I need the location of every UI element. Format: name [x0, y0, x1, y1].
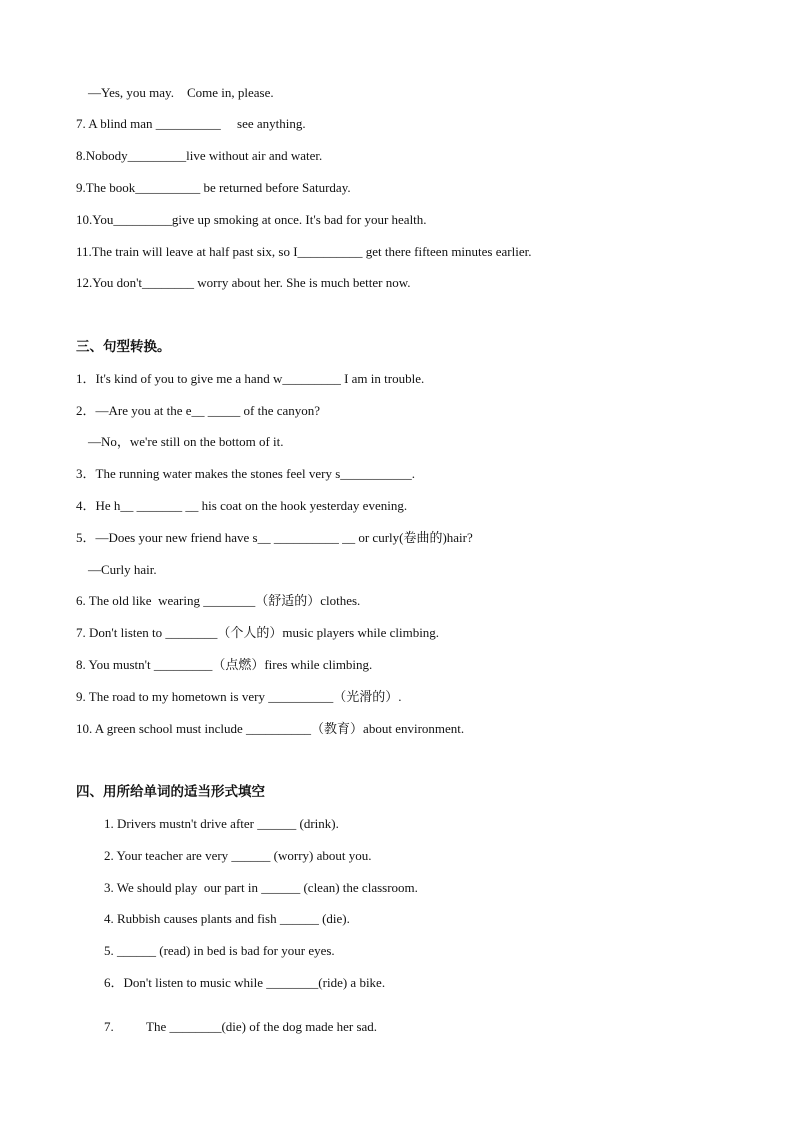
- question-line: 8.Nobody_________live without air and water.: [76, 148, 323, 163]
- question-line: 3. We should play our part in ______ (clean) the classroom.: [104, 880, 418, 895]
- question-line: 2. Your teacher are very ______ (worry) about you.: [104, 848, 372, 863]
- question-line: 5. ______ (read) in bed is bad for your eyes.: [104, 943, 335, 958]
- question-line: 4．He h__ _______ __ his coat on the hook yesterday evening.: [76, 498, 408, 513]
- answer-line: —Yes, you may. Come in, please.: [88, 85, 274, 100]
- question-line: 3．The running water makes the stones feel very s___________.: [76, 466, 416, 481]
- question-line: 4. Rubbish causes plants and fish ______ (die).: [104, 911, 350, 926]
- question-line: 2．—Are you at the e__ _____ of the canyon?: [76, 403, 321, 418]
- question-line: 5．—Does your new friend have s__ __________ __ or curly(卷曲的)hair?: [76, 530, 473, 545]
- question-line: 9. The road to my hometown is very __________（光滑的）.: [76, 689, 402, 704]
- question-line: 1. Drivers mustn't drive after ______ (drink).: [104, 816, 339, 831]
- question-line: 9.The book__________ be returned before Saturday.: [76, 180, 351, 195]
- question-line: 7. The ________(die) of the dog made her sad.: [104, 1019, 378, 1034]
- section-heading: 四、用所给单词的适当形式填空: [76, 784, 265, 800]
- question-line: 6. The old like wearing ________（舒适的）clothes.: [76, 593, 361, 608]
- section-heading: 三、句型转换。: [76, 339, 171, 355]
- question-line: 1．It's kind of you to give me a hand w_________ I am in trouble.: [76, 371, 425, 386]
- answer-line: —No，we're still on the bottom of it.: [88, 434, 284, 449]
- question-line: 6．Don't listen to music while ________(ride) a bike.: [104, 975, 386, 990]
- question-line: 11.The train will leave at half past six, so I__________ get there fifteen minutes earlier.: [76, 244, 532, 259]
- question-line: 7. A blind man __________ see anything.: [76, 116, 306, 131]
- question-line: 10. A green school must include __________（教育）about environment.: [76, 721, 465, 736]
- answer-line: —Curly hair.: [88, 562, 157, 577]
- question-line: 8. You mustn't _________（点燃）fires while climbing.: [76, 657, 373, 672]
- question-line: 12.You don't________ worry about her. She is much better now.: [76, 275, 411, 290]
- question-line: 7. Don't listen to ________（个人的）music players while climbing.: [76, 625, 440, 640]
- question-line: 10.You_________give up smoking at once. It's bad for your health.: [76, 212, 427, 227]
